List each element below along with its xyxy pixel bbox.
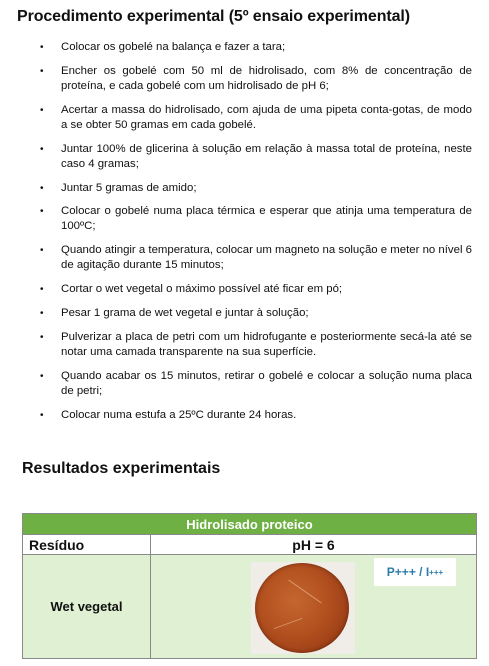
sample-photo <box>251 562 355 654</box>
procedure-step: • Pulverizar a placa de petri com um hidrofugante e posteriormente secá-la até se notar uma camada transparente na sua superfície. <box>0 330 489 360</box>
sample-crack <box>274 618 303 629</box>
procedure-step: • Encher os gobelé com 50 ml de hidrolisado, com 8% de concentração de proteína, e cada gobelé com um hidrolisado de pH 6; <box>0 64 489 94</box>
results-table <box>22 513 477 659</box>
table-row <box>23 555 477 659</box>
column-residue: Resíduo <box>23 535 151 555</box>
column-ph: pH = 6 <box>151 535 477 555</box>
result-rating-main: P+++ / I <box>386 565 430 579</box>
results-table-column-row <box>23 535 477 555</box>
procedure-step: • Colocar o gobelé numa placa térmica e esperar que atinja uma temperatura de 100ºC; <box>0 204 489 234</box>
results-table-header: Hidrolisado proteico <box>23 514 477 535</box>
result-rating-badge <box>374 558 456 586</box>
procedure-step: • Colocar os gobelé na balança e fazer a tara; <box>0 40 489 55</box>
results-table-header-row <box>23 514 477 535</box>
result-rating-superscript: +++ <box>429 567 444 577</box>
result-cell <box>151 555 477 659</box>
results-title: Resultados experimentais <box>22 460 221 477</box>
procedure-step: • Quando acabar os 15 minutos, retirar o gobelé e colocar a solução numa placa de petri; <box>0 369 489 399</box>
procedure-step: • Acertar a massa do hidrolisado, com ajuda de uma pipeta conta-gotas, de modo a se obter 50 gramas em cada gobelé. <box>0 103 489 133</box>
procedure-step: • Pesar 1 grama de wet vegetal e juntar à solução; <box>0 306 489 321</box>
procedure-title: Procedimento experimental (5º ensaio experimental) <box>17 8 410 25</box>
procedure-step: • Juntar 100% de glicerina à solução em relação à massa total de proteína, neste caso 4 gramas; <box>0 142 489 172</box>
sample-crack <box>288 580 321 604</box>
petri-dish-sample <box>255 563 349 653</box>
row-label-wet-vegetal: Wet vegetal <box>23 555 151 659</box>
procedure-step: • Cortar o wet vegetal o máximo possível até ficar em pó; <box>0 282 489 297</box>
procedure-step: • Quando atingir a temperatura, colocar um magneto na solução e meter no nível 6 de agitação durante 15 minutos; <box>0 243 489 273</box>
procedure-step: • Colocar numa estufa a 25ºC durante 24 horas. <box>0 408 489 423</box>
procedure-steps-list <box>0 40 489 432</box>
procedure-step: • Juntar 5 gramas de amido; <box>0 181 489 196</box>
